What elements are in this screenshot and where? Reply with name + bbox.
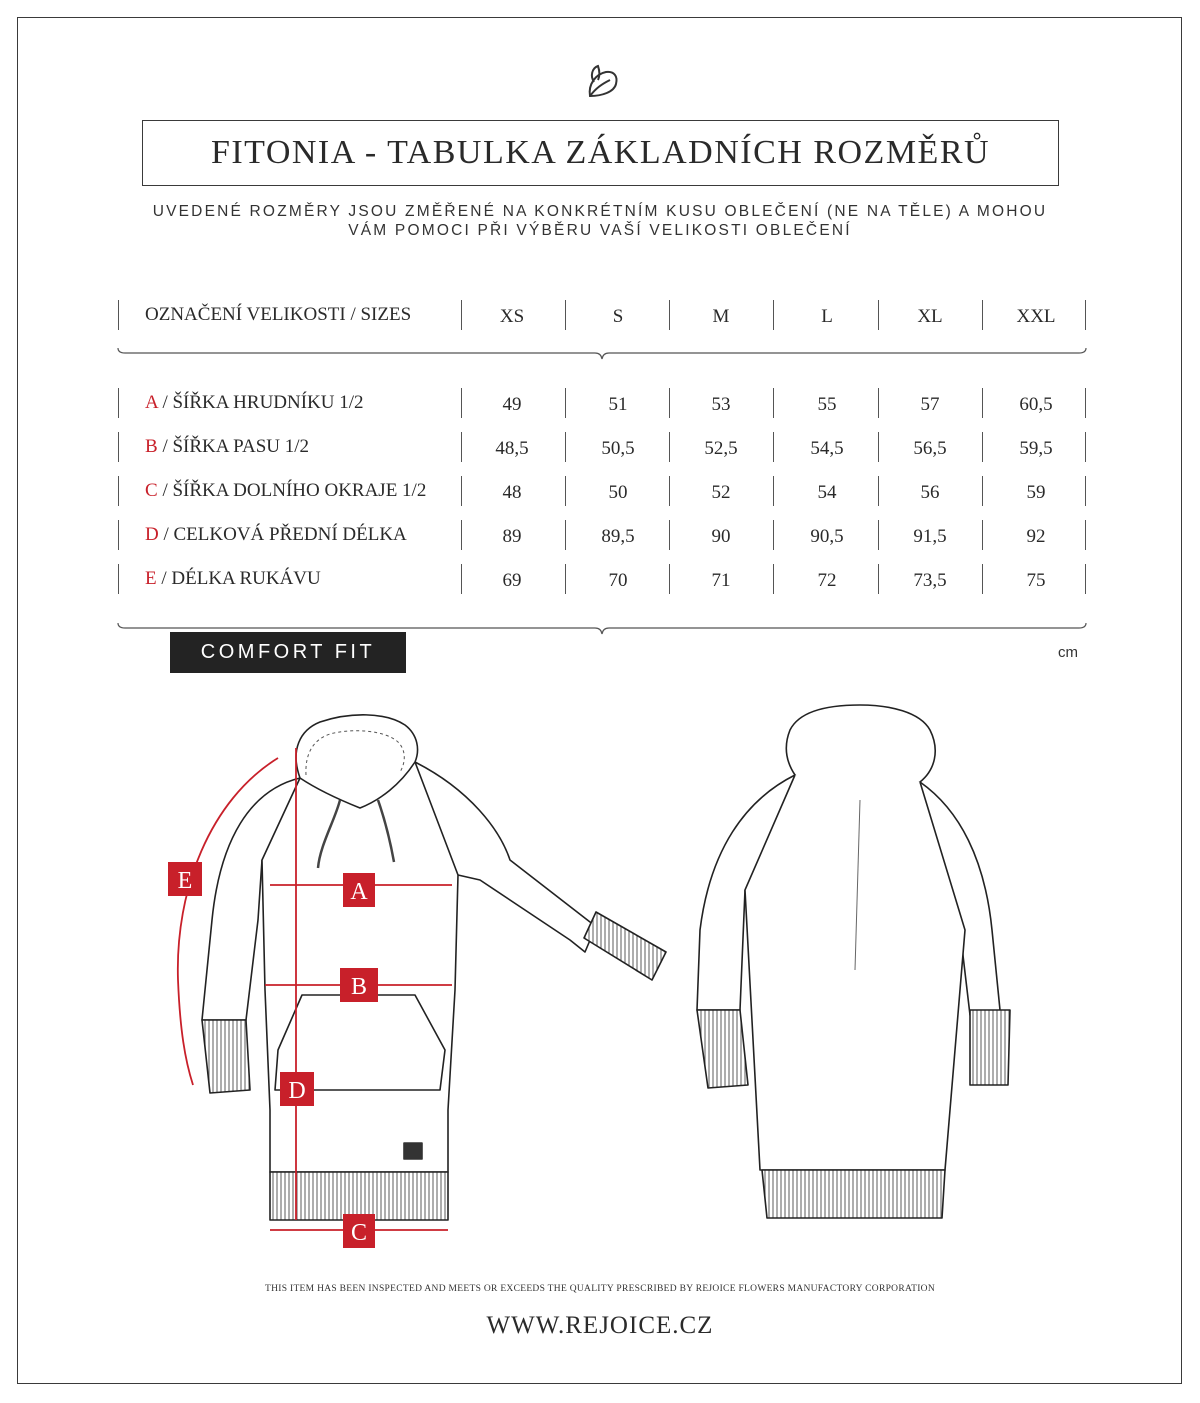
row-c-label — [145, 480, 426, 502]
column-separator — [773, 564, 774, 594]
column-separator — [118, 564, 119, 594]
column-separator — [669, 476, 670, 506]
row-c-text: / ŠÍŘKA DOLNÍHO OKRAJE 1/2 — [157, 480, 427, 501]
row-d-xs: 89 — [502, 526, 522, 547]
row-a-xs: 49 — [502, 394, 522, 415]
row-c-m: 52 — [711, 482, 731, 503]
column-separator — [982, 300, 983, 330]
column-separator — [565, 432, 566, 462]
row-e-m: 71 — [711, 570, 731, 591]
svg-text:E: E — [177, 868, 193, 894]
measure-marker-c — [343, 1214, 375, 1248]
header-label: OZNAČENÍ VELIKOSTI / SIZES — [145, 304, 412, 325]
column-separator — [118, 432, 119, 462]
svg-text:C: C — [350, 1220, 368, 1246]
column-separator — [878, 388, 879, 418]
column-separator — [773, 432, 774, 462]
column-separator — [773, 388, 774, 418]
unit-label: cm — [1058, 644, 1078, 661]
column-separator — [669, 520, 670, 550]
svg-text:B: B — [350, 974, 368, 1000]
column-separator — [565, 520, 566, 550]
column-separator — [1085, 476, 1086, 506]
row-d-text: / CELKOVÁ PŘEDNÍ DÉLKA — [158, 524, 407, 545]
row-d-letter: D — [145, 524, 159, 545]
flower-logo-icon — [582, 62, 622, 102]
column-separator — [878, 476, 879, 506]
svg-text:D: D — [288, 1078, 306, 1104]
row-e-xxl: 75 — [1026, 570, 1046, 591]
column-separator — [1085, 432, 1086, 462]
row-b-m: 52,5 — [704, 438, 738, 459]
row-a-xxl: 60,5 — [1019, 394, 1053, 415]
row-a-letter: A — [145, 392, 158, 413]
column-separator — [878, 300, 879, 330]
row-a-m: 53 — [711, 394, 731, 415]
front-view — [202, 715, 666, 1220]
column-separator — [669, 564, 670, 594]
column-separator — [1085, 300, 1086, 330]
row-a-xl: 57 — [920, 394, 940, 415]
size-header-m: M — [712, 306, 730, 327]
column-separator — [118, 476, 119, 506]
title-box — [142, 120, 1059, 186]
row-d-m: 90 — [711, 526, 731, 547]
row-b-xl: 56,5 — [913, 438, 947, 459]
row-e-xl: 73,5 — [913, 570, 947, 591]
garment-illustration — [0, 690, 1200, 1260]
website-link[interactable]: WWW.REJOICE.CZ — [486, 1312, 714, 1339]
row-c-xxl: 59 — [1026, 482, 1046, 503]
row-e-s: 70 — [608, 570, 628, 591]
column-separator — [565, 476, 566, 506]
column-separator — [878, 432, 879, 462]
fit-badge: COMFORT FIT — [170, 632, 406, 673]
row-c-letter: C — [145, 480, 158, 501]
svg-text:A: A — [350, 879, 368, 905]
column-separator — [982, 432, 983, 462]
column-separator — [1085, 520, 1086, 550]
row-d-label — [145, 524, 407, 546]
row-d-xxl: 92 — [1026, 526, 1046, 547]
column-separator — [878, 564, 879, 594]
row-b-s: 50,5 — [601, 438, 635, 459]
row-e-text: / DÉLKA RUKÁVU — [156, 568, 321, 589]
row-b-l: 54,5 — [810, 438, 844, 459]
column-separator — [565, 564, 566, 594]
column-separator — [1085, 388, 1086, 418]
size-header-xl: XL — [917, 306, 943, 327]
subtitle-line-1: UVEDENÉ ROZMĚRY JSOU ZMĚŘENÉ NA KONKRÉTNÍM KUSU OBLEČENÍ (NE NA TĚLE) A MOHOU — [152, 203, 1048, 220]
column-separator — [773, 476, 774, 506]
column-separator — [565, 300, 566, 330]
quality-disclaimer: THIS ITEM HAS BEEN INSPECTED AND MEETS OR EXCEEDS THE QUALITY PRESCRIBED BY REJOICE FLOWERS MANUFACTORY CORPORATION — [265, 1284, 935, 1294]
row-a-text: / ŠÍŘKA HRUDNÍKU 1/2 — [157, 392, 364, 413]
column-separator — [669, 300, 670, 330]
column-separator — [982, 476, 983, 506]
row-a-label — [145, 392, 364, 414]
row-d-s: 89,5 — [601, 526, 635, 547]
measure-marker-e — [168, 862, 202, 896]
row-a-l: 55 — [817, 394, 837, 415]
size-header-s: S — [612, 306, 624, 327]
row-e-letter: E — [145, 568, 157, 589]
column-separator — [669, 388, 670, 418]
column-separator — [669, 432, 670, 462]
row-d-xl: 91,5 — [913, 526, 947, 547]
subtitle — [100, 202, 1100, 240]
page-title: FITONIA - TABULKA ZÁKLADNÍCH ROZMĚRŮ — [210, 134, 991, 171]
column-separator — [982, 564, 983, 594]
row-a-s: 51 — [608, 394, 628, 415]
row-c-xl: 56 — [920, 482, 940, 503]
row-d-l: 90,5 — [810, 526, 844, 547]
row-b-xs: 48,5 — [495, 438, 529, 459]
measure-marker-d — [280, 1072, 314, 1106]
measure-marker-a — [343, 873, 375, 907]
column-separator — [773, 300, 774, 330]
subtitle-line-2: VÁM POMOCI PŘI VÝBĚRU VAŠÍ VELIKOSTI OBLEČENÍ — [348, 222, 852, 239]
row-b-letter: B — [145, 436, 158, 457]
column-separator — [878, 520, 879, 550]
size-header-l: L — [821, 306, 833, 327]
column-separator — [118, 520, 119, 550]
row-e-label — [145, 568, 321, 590]
column-separator — [982, 520, 983, 550]
row-b-label — [145, 436, 309, 458]
column-separator — [982, 388, 983, 418]
row-b-xxl: 59,5 — [1019, 438, 1053, 459]
row-c-s: 50 — [608, 482, 628, 503]
column-separator — [565, 388, 566, 418]
row-e-xs: 69 — [502, 570, 522, 591]
back-view — [697, 705, 1010, 1218]
column-separator — [1085, 564, 1086, 594]
row-c-l: 54 — [817, 482, 837, 503]
row-e-l: 72 — [817, 570, 837, 591]
column-separator — [118, 388, 119, 418]
column-separator — [118, 300, 119, 330]
size-header-xxl: XXL — [1016, 306, 1056, 327]
column-separator — [773, 520, 774, 550]
measure-marker-b — [340, 968, 378, 1002]
row-b-text: / ŠÍŘKA PASU 1/2 — [157, 436, 310, 457]
size-header-xs: XS — [499, 306, 525, 327]
row-c-xs: 48 — [502, 482, 522, 503]
header-brace — [117, 347, 1087, 361]
